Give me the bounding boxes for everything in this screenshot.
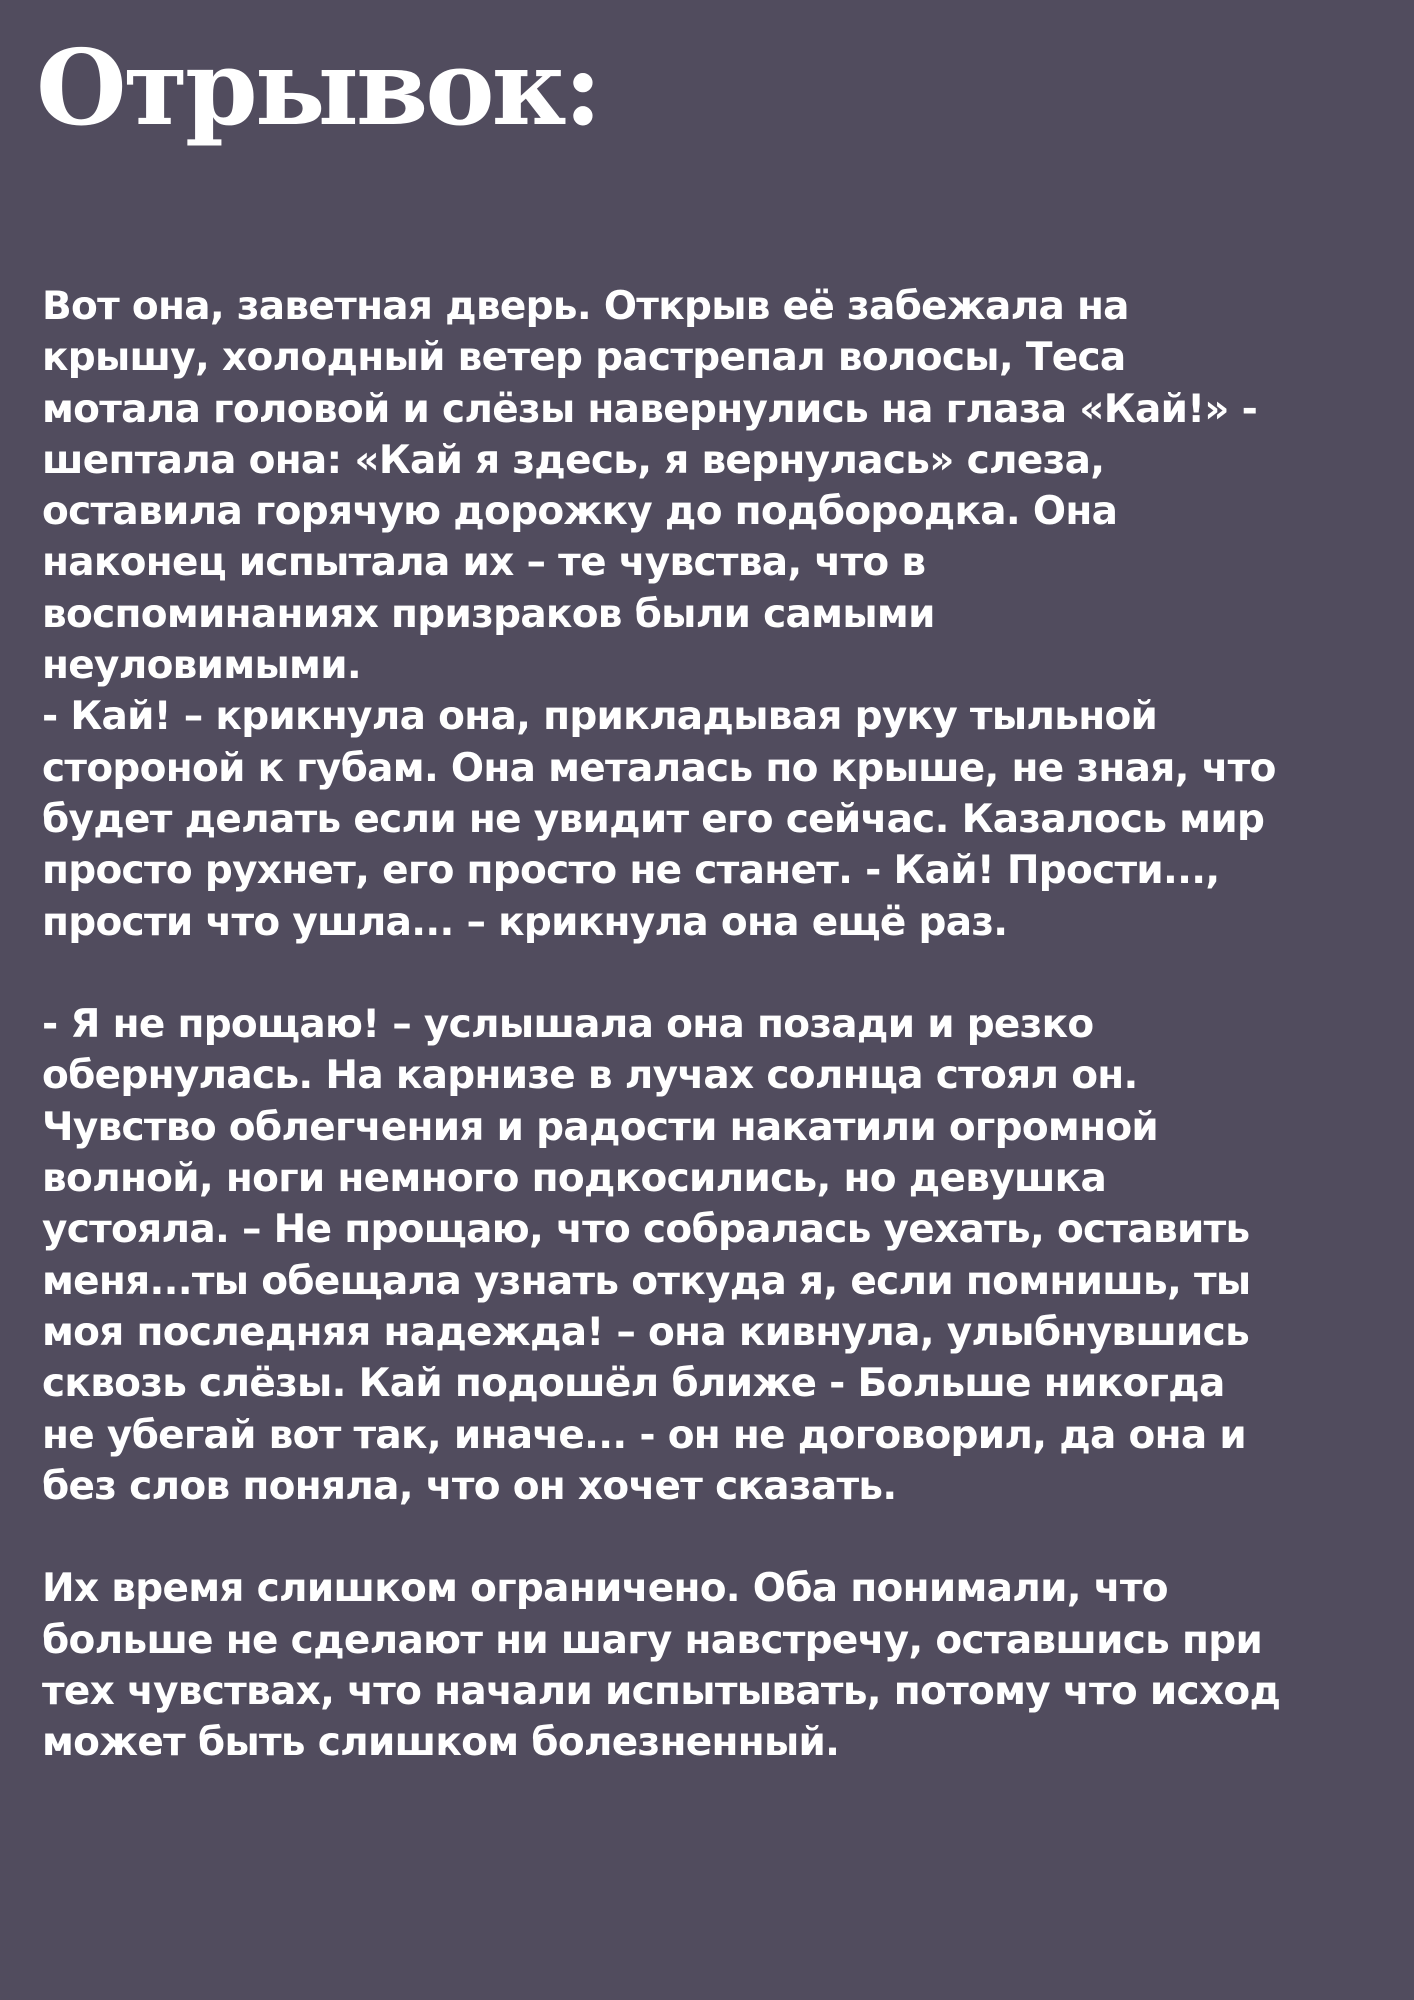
paragraph-gap	[42, 948, 1392, 999]
text-line: может быть слишком болезненный.	[42, 1720, 840, 1766]
paragraph-gap	[42, 1512, 1392, 1563]
text-line: будет делать если не увидит его сейчас. Казалось мир	[42, 796, 1265, 842]
paragraph-2	[42, 999, 1392, 1512]
text-line: неуловимыми.	[42, 643, 361, 689]
text-line: не убегай вот так, иначе... - он не договорил, да она и	[42, 1412, 1246, 1458]
text-line: обернулась. На карнизе в лучах солнца стоял он.	[42, 1053, 1138, 1099]
text-line: - Кай! – крикнула она, прикладывая руку тыльной	[42, 694, 1158, 740]
text-line: крышу, холодный ветер растрепал волосы, Теса	[42, 335, 1126, 381]
text-line: тех чувствах, что начали испытывать, потому что исход	[42, 1669, 1281, 1715]
text-line: меня...ты обещала узнать откуда я, если помнишь, ты	[42, 1258, 1251, 1304]
text-line: воспоминаниях призраков были самыми	[42, 591, 935, 637]
text-line: без слов поняла, что он хочет сказать.	[42, 1463, 897, 1509]
text-line: больше не сделают ни шагу навстречу, оставшись при	[42, 1617, 1263, 1663]
paragraph-1	[42, 281, 1392, 948]
page-title: Отрывок:	[36, 26, 600, 149]
text-line: шептала она: «Кай я здесь, я вернулась» слеза,	[42, 437, 1105, 483]
text-line: - Я не прощаю! – услышала она позади и резко	[42, 1002, 1094, 1048]
text-line: Чувство облегчения и радости накатили огромной	[42, 1104, 1159, 1150]
text-line: моя последняя надежда! – она кивнула, улыбнувшись	[42, 1309, 1250, 1355]
text-line: мотала головой и слёзы навернулись на глаза «Кай!» -	[42, 386, 1258, 432]
text-line: прости что ушла... – крикнула она ещё раз.	[42, 899, 1008, 945]
text-line: стороной к губам. Она металась по крыше, не зная, что	[42, 745, 1276, 791]
text-line: устояла. – Не прощаю, что собралась уехать, оставить	[42, 1207, 1250, 1253]
text-line: оставила горячую дорожку до подбородка. Она	[42, 489, 1118, 535]
text-line: наконец испытала их – те чувства, что в	[42, 540, 926, 586]
paragraph-3	[42, 1563, 1392, 1768]
text-line: волной, ноги немного подкосились, но девушка	[42, 1156, 1107, 1202]
text-line: Вот она, заветная дверь. Открыв её забежала на	[42, 284, 1129, 329]
text-line: просто рухнет, его просто не станет. - Кай! Прости...,	[42, 848, 1220, 894]
text-line: Их время слишком ограничено. Оба понимали, что	[42, 1566, 1168, 1612]
text-line: сквозь слёзы. Кай подошёл ближе - Больше никогда	[42, 1361, 1225, 1407]
excerpt-text	[42, 281, 1392, 1769]
